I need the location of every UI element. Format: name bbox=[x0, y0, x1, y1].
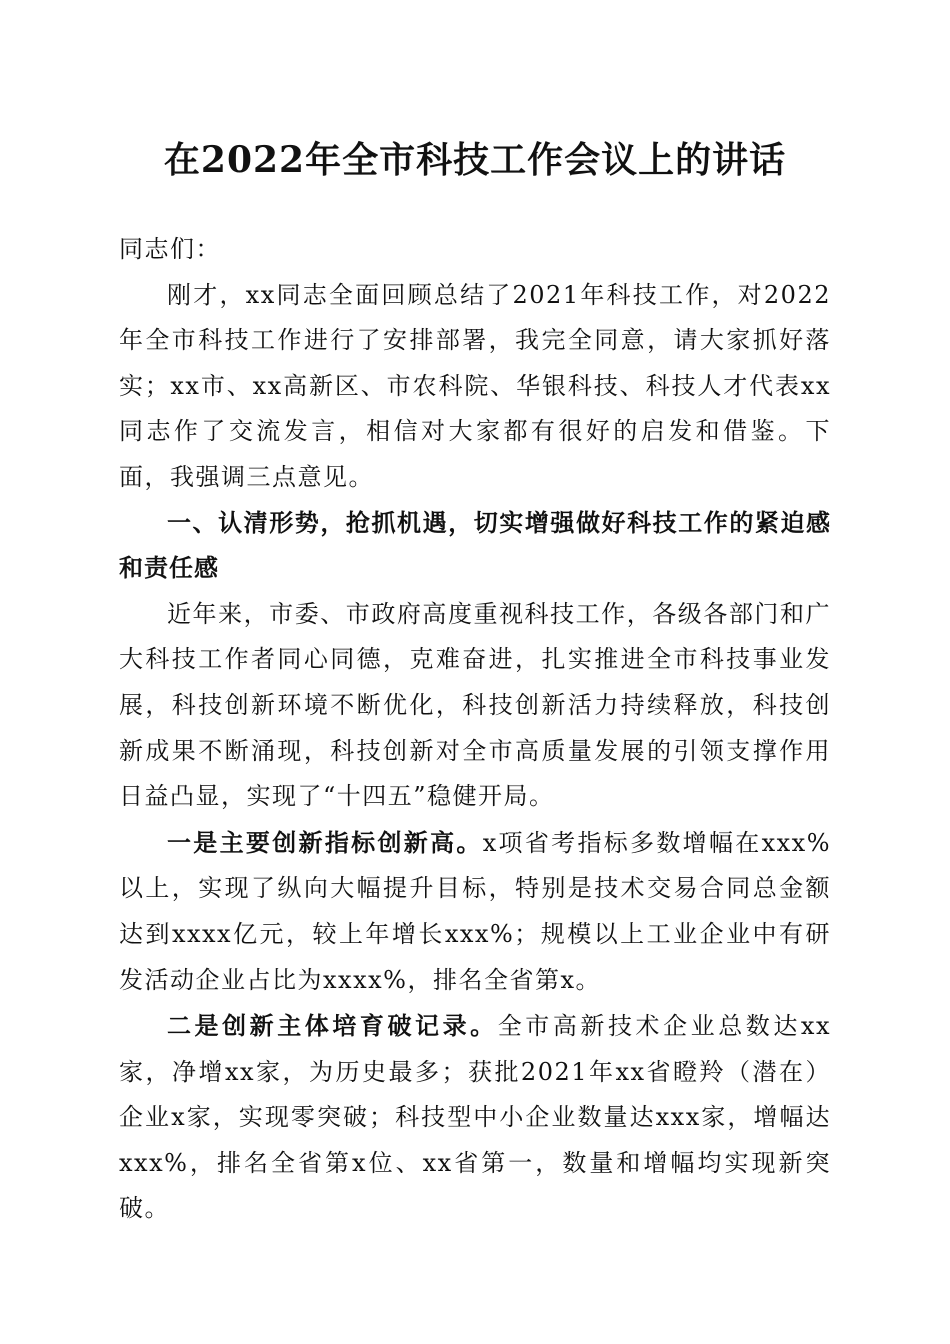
section-1-paragraph: 近年来，市委、市政府高度重视科技工作，各级各部门和广大科技工作者同心同德，克难奋进，扎实推进全市科技事业发展，科技创新环境不断优化，科技创新活力持续释放，科技创新成果不断涌现，科技创新对全市高质量发展的引领支撑作用日益凸显，实现了“十四五”稳健开局。 bbox=[119, 599, 831, 811]
document-body bbox=[119, 227, 831, 1232]
intro-paragraph: 刚才，xx同志全面回顾总结了2021年科技工作，对2022年全市科技工作进行了安排部署，我完全同意，请大家抓好落实；xx市、xx高新区、市农科院、华银科技、科技人才代表xx同志作了交流发言，相信对大家都有很好的启发和借鉴。下面，我强调三点意见。 bbox=[119, 280, 831, 491]
point-1-text: x项省考指标多数增幅在xxx%以上，实现了纵向大幅提升目标，特别是技术交易合同总金额达到xxxx亿元，较上年增长xxx%；规模以上工业企业中有研发活动企业占比为xxxx%，排名全省第x。 bbox=[119, 828, 832, 994]
point-1-paragraph bbox=[119, 820, 831, 1003]
point-2-paragraph bbox=[119, 1003, 831, 1232]
point-1-lead: 一是主要创新指标创新高。 bbox=[167, 827, 483, 857]
point-2-text: 全市高新技术企业总数达xx家，净增xx家，为历史最多；获批2021年xx省瞪羚（潜在）企业x家，实现零突破；科技型中小企业数量达xxx家，增幅达xxx%，排名全省第x位、xx省第一，数量和增幅均实现新突破。 bbox=[119, 1012, 831, 1223]
salutation: 同志们： bbox=[119, 235, 221, 263]
document-title: 在2022年全市科技工作会议上的讲话 bbox=[163, 139, 787, 181]
section-1-heading: 一、认清形势，抢抓机遇，切实增强做好科技工作的紧迫感和责任感 bbox=[119, 508, 831, 583]
point-2-lead: 二是创新主体培育破记录。 bbox=[167, 1011, 498, 1041]
